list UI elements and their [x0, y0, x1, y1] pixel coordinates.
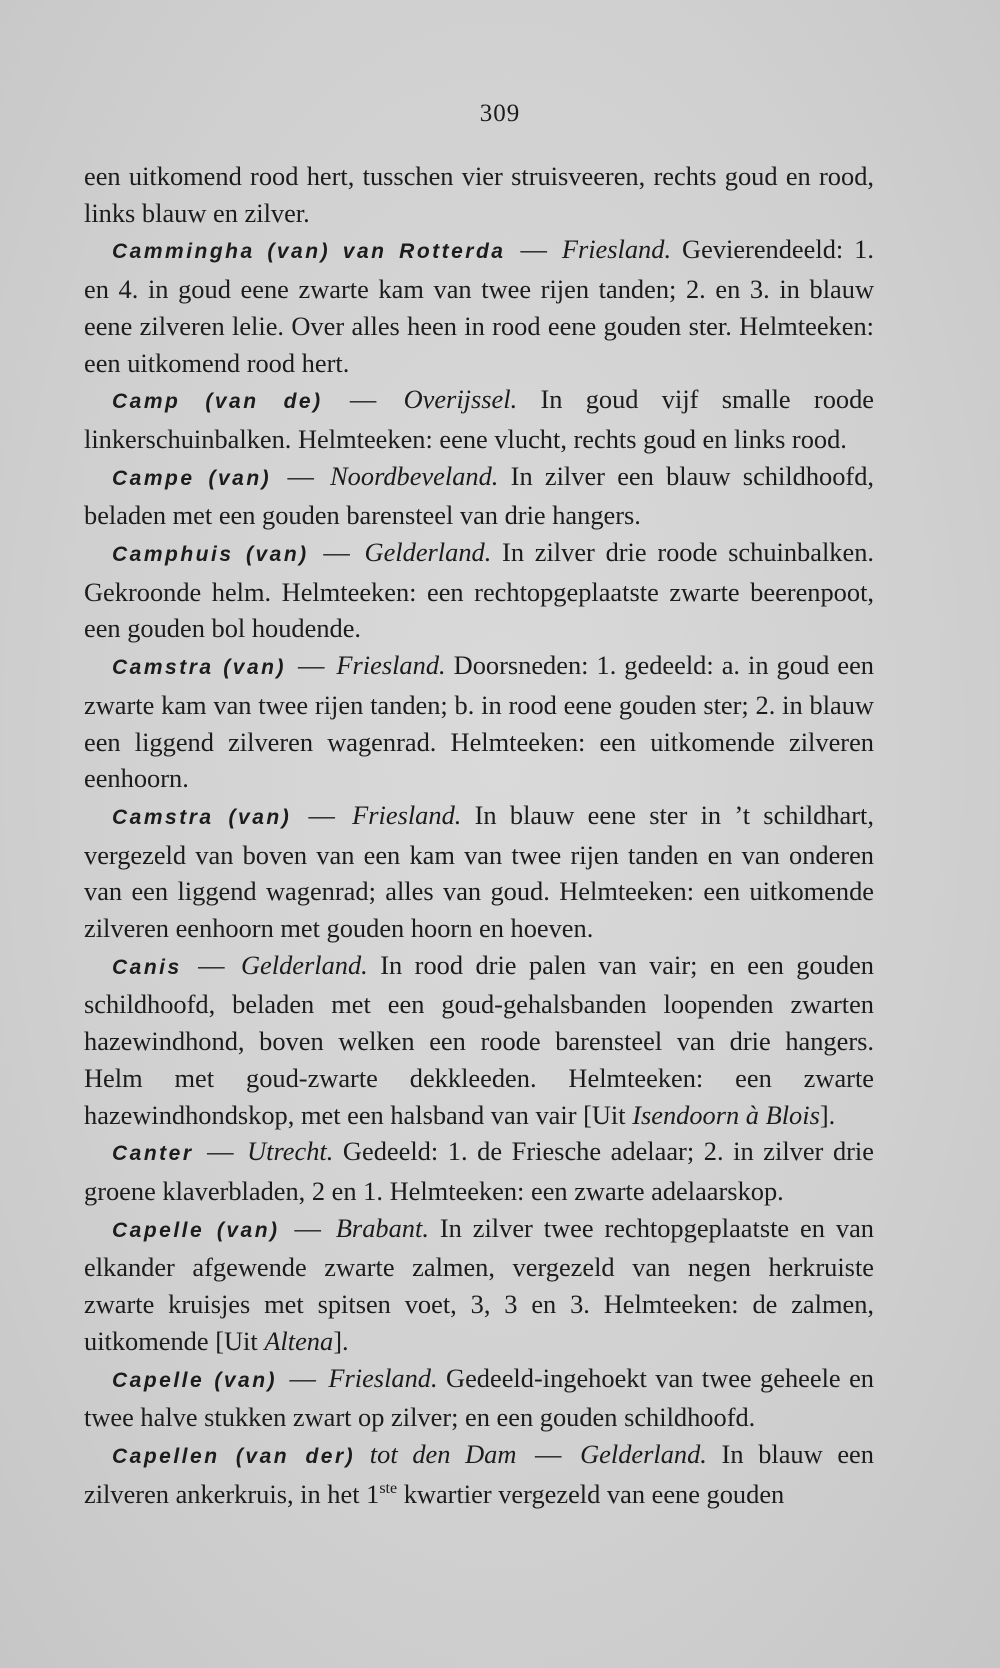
entry [84, 381, 874, 457]
entry-place: Gelderland. [580, 1438, 707, 1469]
entry-separator: — [207, 1136, 234, 1167]
entry [84, 534, 874, 647]
entry-place: Friesland. [336, 650, 446, 681]
entry-separator: — [520, 234, 547, 265]
entry-source: Altena [264, 1325, 334, 1356]
entry-head: Canter [112, 1142, 194, 1166]
entry [84, 1360, 874, 1436]
entry-place: Overijssel. [403, 384, 518, 415]
entry-separator: — [297, 650, 325, 681]
entry-head: Camphuis (van) [112, 543, 309, 567]
entry-separator: — [535, 1438, 562, 1469]
entry [84, 1210, 874, 1360]
entry-separator: — [287, 460, 314, 491]
entry-source: Isendoorn à Blois [632, 1099, 820, 1130]
entry [84, 231, 874, 381]
entry-text: In blauw een zilveren ankerkruis, in het 1 [84, 1438, 874, 1509]
entry [84, 1133, 874, 1209]
page-number: 309 [479, 100, 521, 127]
entry-text-end: ]. [333, 1325, 349, 1356]
entry-head: Capelle (van) [112, 1218, 280, 1242]
entry-text: In zilver een blauw schildhoofd, beladen met een gouden barensteel van drie hangers. [84, 460, 875, 531]
entry-place: Friesland. [561, 234, 672, 265]
entry-text: Gedeeld-ingehoekt van twee geheele en twee halve stukken zwart op zilver; en een gouden schildhoofd. [84, 1362, 874, 1433]
intro-text: een uitkomend rood hert, tusschen vier struisveeren, rechts goud en rood, links blauw en zilver. [84, 161, 874, 228]
entry-separator: — [323, 537, 350, 568]
entry-place: Gelderland. [240, 949, 368, 980]
entry-text: In zilver twee rechtopgeplaatste en van elkander afgewende zwarte zalmen, vergezeld van negen herkruiste zwarte kruisjes met spitsen voet, 3, 3 en 3. Helmteeken: de zalmen, uitkomende [Uit [84, 1212, 874, 1356]
page-body [84, 158, 874, 1512]
entry-head: Camstra (van) [112, 805, 292, 829]
entry-place: Gelderland. [364, 537, 492, 568]
entry-head: Camstra (van) [112, 656, 286, 680]
entry-head: Cammingha (van) van Rotterda [112, 240, 506, 264]
entry-text: In blauw eene ster in ’t schildhart, vergezeld van boven van een kam van twee rijen tanden en van onderen van een liggend wagenrad; alles van goud. Helmteeken: een uitkomende zilveren eenhoorn met gouden hoorn en hoeven. [84, 799, 874, 944]
entry [84, 458, 874, 534]
entry-head: Canis [112, 955, 182, 979]
entry-text: In zilver drie roode schuinbalken. Gekroonde helm. Helmteeken: een rechtopgeplaatste zwarte beerenpoot, een gouden bol houdende. [84, 537, 874, 644]
entry-place: Friesland. [328, 1362, 438, 1393]
entry-text: In goud vijf smalle roode linkerschuinbalken. Helmteeken: eene vlucht, rechts goud en links rood. [84, 384, 874, 454]
entry-separator: — [308, 799, 335, 830]
entry-head-suffix: tot den Dam [355, 1438, 517, 1469]
entry [84, 647, 874, 797]
entry-head: Camp (van de) [112, 390, 323, 414]
entry-head: Capellen (van der) [112, 1444, 356, 1468]
entry-text: Gedeeld: 1. de Friesche adelaar; 2. in zilver drie groene klaverbladen, 2 en 1. Helmteeken: een zwarte adelaarskop. [84, 1136, 874, 1206]
entry-separator: — [294, 1212, 321, 1243]
entry-head: Capelle (van) [112, 1368, 278, 1392]
entry-place: Noordbeveland. [330, 460, 499, 491]
entry-place: Utrecht. [247, 1136, 334, 1167]
entry-separator: — [289, 1362, 316, 1393]
entry [84, 797, 874, 947]
entry-separator: — [349, 384, 377, 415]
entry-text-end: kwartier vergezeld van eene gouden [397, 1478, 785, 1509]
entry [84, 947, 874, 1134]
entry-separator: — [198, 949, 225, 980]
entry-superscript: ste [379, 1479, 398, 1497]
entry-text: Doorsneden: 1. gedeeld: a. in goud een zwarte kam van twee rijen tanden; b. in rood eene gouden ster; 2. in blauw een liggend zilveren wagenrad. Helmteeken: een uitkomende zilveren eenhoorn. [84, 650, 874, 794]
entry-text: In rood drie palen van vair; en een gouden schildhoofd, beladen met een goud-gehalsbanden loopenden zwarten hazewindhond, boven welken een roode barensteel van drie hangers. Helm met goud-zwarte dekkleeden. Helmteeken: een zwarte hazewindhondskop, met een halsband van vair [Uit [84, 949, 874, 1130]
entry-place: Brabant. [335, 1212, 429, 1243]
entry-text-end: ]. [819, 1099, 836, 1130]
entry-text: Gevierendeeld: 1. en 4. in goud eene zwarte kam van twee rijen tanden; 2. en 3. in blauw eene zilveren lelie. Over alles heen in rood eene gouden ster. Helmteeken: een uitkomend rood hert. [84, 234, 874, 378]
intro-paragraph [84, 158, 874, 231]
entry-head: Campe (van) [112, 466, 272, 490]
entry-place: Friesland. [352, 799, 462, 830]
entry [84, 1436, 874, 1512]
